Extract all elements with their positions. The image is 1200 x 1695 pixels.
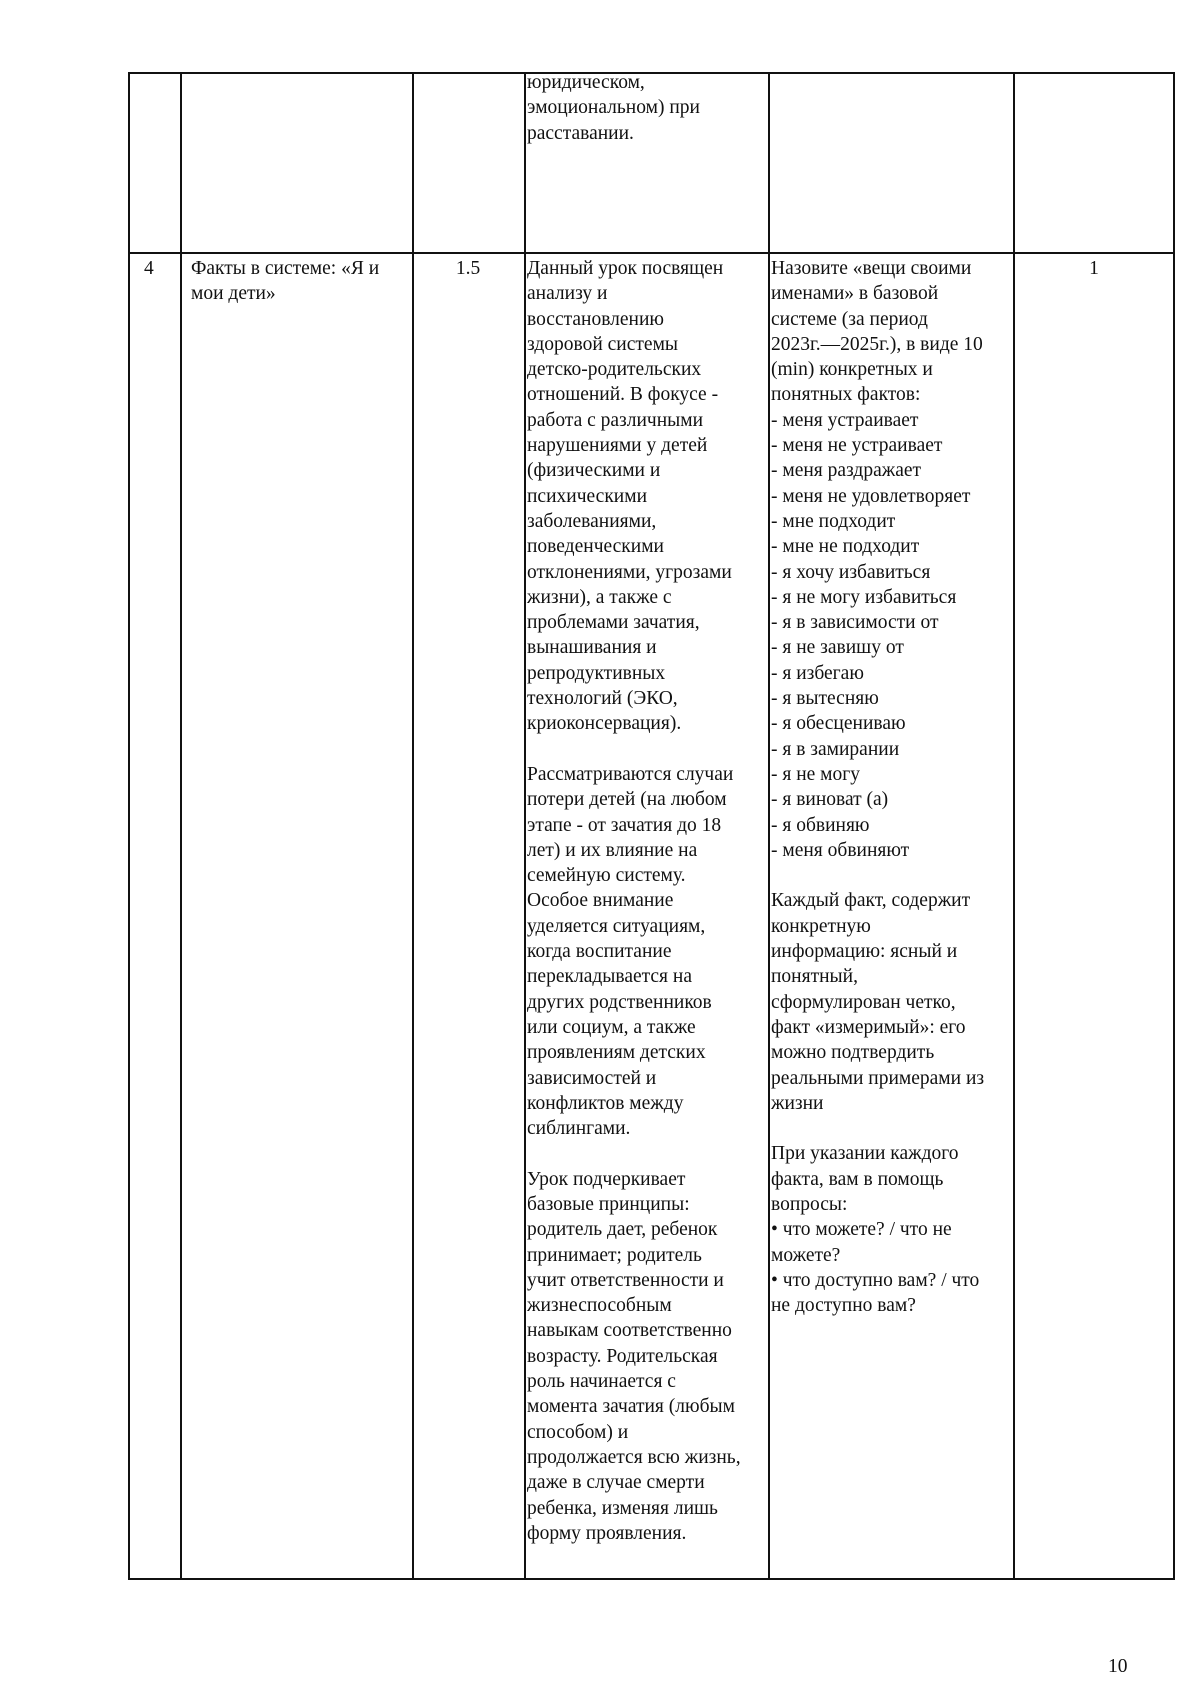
lesson-score: 1	[1089, 258, 1099, 279]
lesson-description: Данный урок посвящен анализу и восстановлению здоровой системы детско-родительских отношений. В фокусе - работа с различными нарушениями у детей (физическими и психическими заболеваниями, поведенческими отклонениями, угрозами жизни), а также с проблемами зачатия, вынашивания и репродуктивных технологий (ЭКО, криоконсервация). Рассматриваются случаи потери детей (на любом этапе - от зачатия до 18 лет) и их влияние на семейную систему. Особое внимание уделяется ситуациям, когда воспитание перекладывается на других родственников или социум, а также проявлениям детских зависимостей и конфликтов между сиблингами. Урок подчеркивает базовые принципы: родитель дает, ребенок принимает; родитель учит ответственности и жизнеспособным навыкам соответственно возрасту. Родительская роль начинается с момента зачатия (любым способом) и продолжается всю жизнь, даже в случае смерти ребенка, изменяя лишь форму проявления.	[527, 258, 741, 1544]
row-number: 4	[144, 258, 154, 279]
lesson-task: Назовите «вещи своими именами» в базовой системе (за период 2023г.—2025г.), в виде 10 (min) конкретных и понятных фактов: - меня устраивает - меня не устраивает - меня раздражает - меня не удовлетворяет - мне подходит - мне не подходит - я хочу избавиться - я не могу избавиться - я в зависимости от - я не завишу от - я избегаю - я вытесняю - я обесцениваю - я в замирании - я не могу - я виноват (а) - я обвиняю - меня обвиняют Каждый факт, содержит конкретную информацию: ясный и понятный, сформулирован четко, факт «измеримый»: его можно подтвердить реальными примерами из жизни При указании каждого факта, вам в помощь вопросы: • что можете? / что не можете? • что доступно вам? / что не доступно вам?	[771, 258, 985, 1317]
column-divider	[180, 74, 182, 1578]
column-divider	[1013, 74, 1015, 1578]
lesson-description: юридическом, эмоциональном) при расставании.	[527, 72, 700, 144]
column-divider	[768, 74, 770, 1578]
column-divider	[412, 74, 414, 1578]
row-divider	[130, 252, 1173, 254]
lesson-title: Факты в системе: «Я и мои дети»	[191, 258, 380, 305]
page-number: 10	[1108, 1656, 1128, 1677]
lesson-table	[128, 72, 1175, 1580]
lesson-hours: 1.5	[455, 258, 481, 279]
column-divider	[524, 74, 526, 1578]
